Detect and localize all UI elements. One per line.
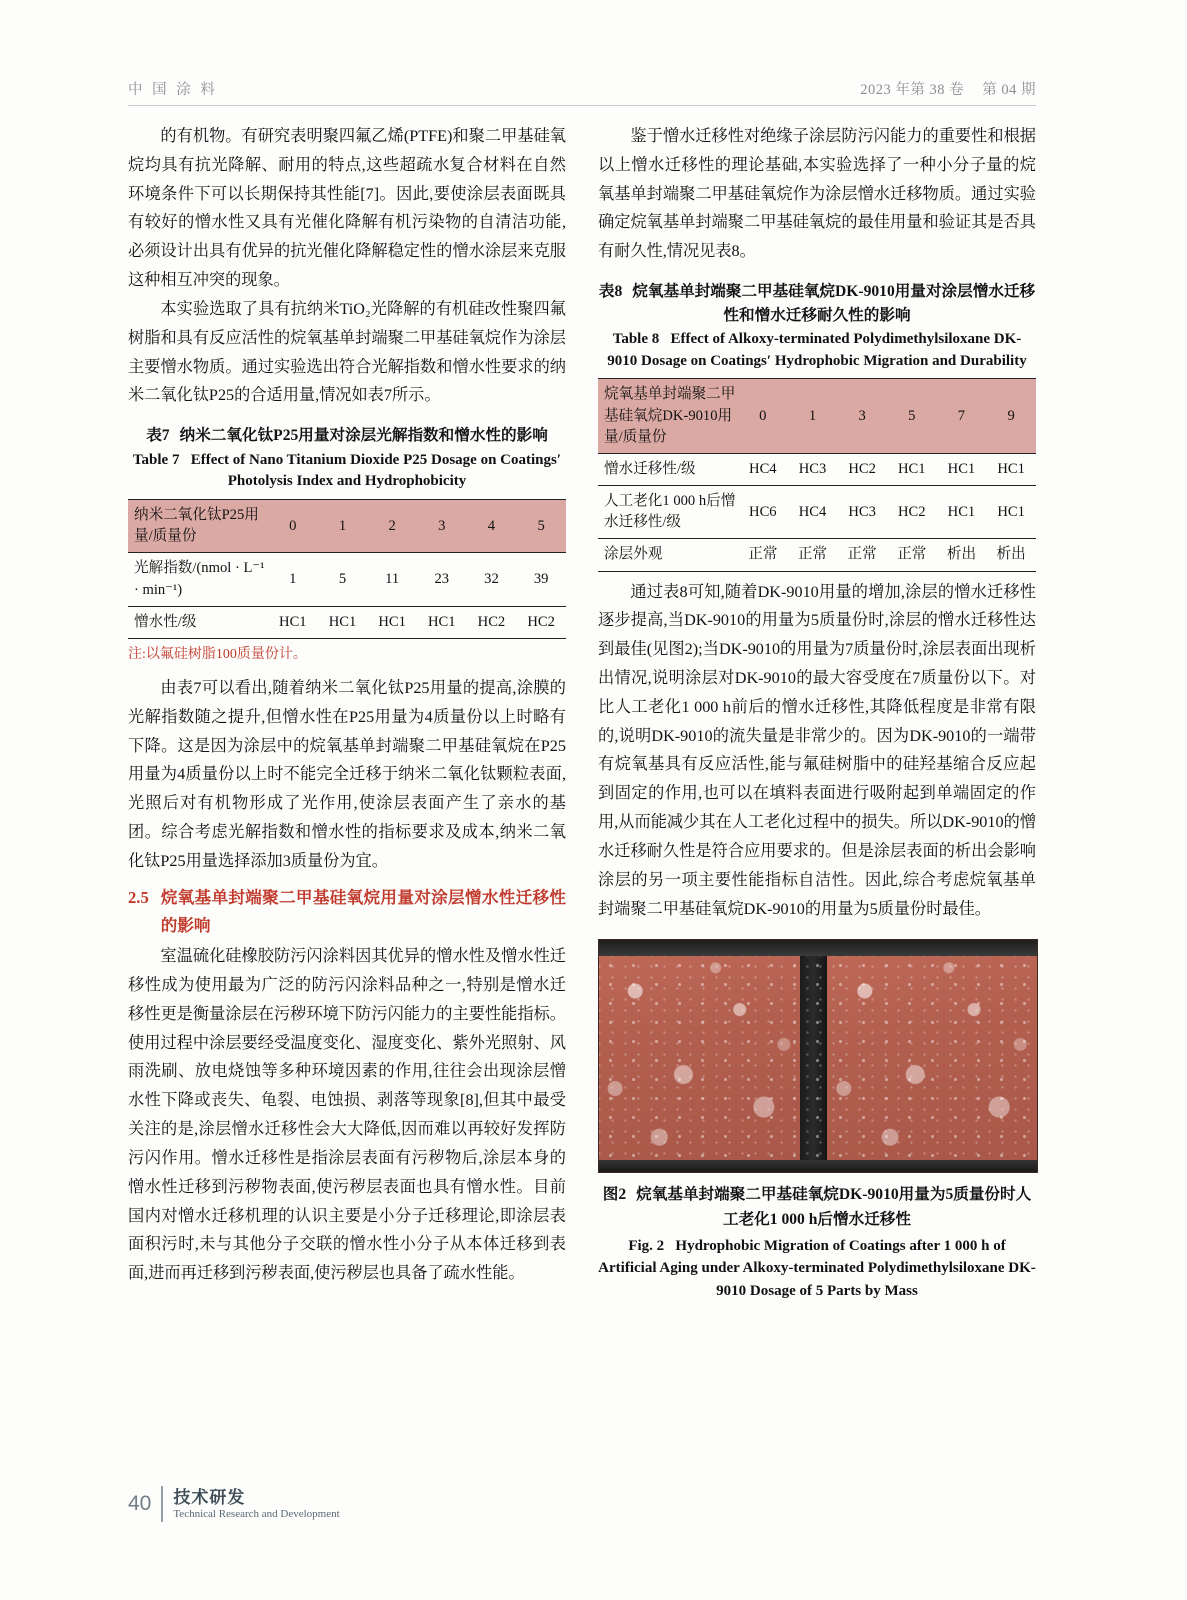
table8-row2-v2: 正常 (837, 539, 887, 571)
table8-row2-v4: 析出 (937, 539, 987, 571)
table8-row1-v1: HC4 (788, 486, 838, 539)
page-number: 40 (128, 1492, 152, 1515)
figure2-edge-bottom (599, 1160, 1037, 1172)
table8-row2-v5: 析出 (986, 539, 1036, 571)
figure2-caption-en (598, 1235, 1036, 1303)
table7-row1-v1: HC1 (318, 606, 368, 638)
table8-row0-v5: HC1 (986, 453, 1036, 485)
section-title: 烷氧基单封端聚二甲基硅氧烷用量对涂层憎水性迁移性的影响 (160, 887, 566, 935)
table8-row2-v0: 正常 (738, 539, 788, 571)
table7-title-cn (128, 424, 566, 447)
table8-row1-v5: HC1 (986, 486, 1036, 539)
table8-title-cn (598, 280, 1036, 327)
figure2-speckle-overlay (599, 956, 1037, 1160)
table7-row0-v3: 23 (417, 553, 467, 606)
section-number: 2.5 (128, 887, 149, 907)
left-paragraph-2: 本实验选取了具有抗纳米TiO₂光降解的有机硅改性聚四氟树脂和具有反应活性的烷氧基单封端聚二甲基硅氧烷作为涂层主要憎水物质。通过实验选出符合光解指数和憎水性要求的纳米二氧化钛P25的合适用量,情况如表7所示。 (128, 299, 566, 405)
table7-header-v5: 5 (516, 500, 566, 553)
table-row (598, 453, 1036, 485)
figure2-edge-top (599, 940, 1037, 956)
table7-row1-v5: HC2 (516, 606, 566, 638)
figure2-image (598, 939, 1038, 1173)
issue-info (846, 78, 1036, 99)
table7-note: 注:以氟硅树脂100质量份计。 (128, 646, 307, 662)
table8-row1-v3: HC2 (887, 486, 937, 539)
table7-header-label: 纳米二氧化钛P25用量/质量份 (128, 500, 268, 553)
table8-title-en (598, 329, 1036, 373)
figure2-block (598, 939, 1036, 1302)
table8-row0-v1: HC3 (788, 453, 838, 485)
table7-header-v3: 3 (417, 500, 467, 553)
table8-row0-v4: HC1 (937, 453, 987, 485)
table-row (128, 500, 566, 553)
table8-label-en: Table 8 (612, 330, 660, 347)
footer-section-en: Technical Research and Development (173, 1507, 340, 1520)
table7-title-cn-text: 纳米二氧化钛P25用量对涂层光解指数和憎水性的影响 (179, 427, 548, 445)
table7 (128, 499, 566, 639)
journal-name: 中 国 涂 料 (128, 82, 218, 98)
table7-row1-v0: HC1 (268, 606, 318, 638)
page-header (128, 78, 1036, 106)
table7-row1-label: 憎水性/级 (128, 606, 268, 638)
footer-section-cn: 技术研发 (173, 1487, 246, 1507)
table8 (598, 378, 1036, 571)
table8-row1-label: 人工老化1 000 h后憎水迁移性/级 (598, 486, 738, 539)
table8-row0-v0: HC4 (738, 453, 788, 485)
section-heading-2-5 (128, 884, 566, 940)
table8-title-cn-text: 烷氧基单封端聚二甲基硅氧烷DK-9010用量对涂层憎水迁移性和憎水迁移耐久性的影响 (632, 283, 1036, 324)
left-paragraph-4: 室温硫化硅橡胶防污闪涂料因其优异的憎水性及憎水性迁移性成为使用最为广泛的防污闪涂料品种之一,特别是憎水迁移性更是衡量涂层在污秽环境下防污闪能力的主要性能指标。使用过程中涂层要经受温度变化、湿度变化、紫外光照射、风雨洗刷、放电烧蚀等多种环境因素的作用,往往会出现涂层憎水性下降或丧失、龟裂、电蚀损、剥落等现象[8],但其中最受关注的是,涂层憎水迁移性会大大降低,因而难以再较好发挥防污闪作用。憎水迁移性是指涂层表面有污秽物后,涂层本身的憎水性迁移到污秽物表面,使污秽层表面也具有憎水性。目前国内对憎水迁移机理的认识主要是小分子迁移理论,即涂层表面积污时,未与其他分子交联的憎水性小分子从本体迁移到表面,进而再迁移到污秽表面,使污秽层也具备了疏水性能。 (128, 947, 566, 1283)
table-row (128, 606, 566, 638)
left-column (128, 122, 566, 1288)
table8-header-v5: 9 (986, 379, 1036, 453)
table7-header-v1: 1 (318, 500, 368, 553)
table7-label-en: Table 7 (132, 451, 180, 468)
table7-block (128, 424, 566, 668)
table8-header-v2: 3 (837, 379, 887, 453)
figure2-caption-cn-text: 烷氧基单封端聚二甲基硅氧烷DK-9010用量为5质量份时人工老化1 000 h后憎水迁移性 (636, 1186, 1032, 1228)
issue-text: 第 04 期 (982, 82, 1036, 98)
table8-header-v4: 7 (937, 379, 987, 453)
volume-text: 2023 年第 38 卷 (860, 82, 965, 98)
table8-block (598, 280, 1036, 571)
table8-row1-v4: HC1 (937, 486, 987, 539)
footer-divider (161, 1486, 163, 1522)
table7-number: 表7 (146, 427, 170, 445)
table8-row2-v1: 正常 (788, 539, 838, 571)
page-footer (128, 1486, 340, 1522)
table7-row0-v4: 32 (467, 553, 517, 606)
table-row (128, 553, 566, 606)
table-row (598, 379, 1036, 453)
right-paragraph-2: 通过表8可知,随着DK-9010用量的增加,涂层的憎水迁移性逐步提高,当DK-9010的用量为5质量份时,涂层的憎水迁移性达到最佳(见图2);当DK-9010的用量为7质量份时,涂层表面出现析出情况,说明涂层对DK-9010的最大容受度在7质量份以下。对比人工老化1 000 h前后的憎水迁移性,其降低程度是非常有限的,说明DK-9010的流失量是非常少的。因为DK-9010的一端带有烷氧基具有反应活性,能与氟硅树脂中的硅羟基缩合反应起到固定的作用,也可以在填料表面进行吸附起到单端固定的作用,从而能减少其在人工老化过程中的损失。所以DK-9010的憎水迁移耐久性是符合应用要求的。但是涂层表面的析出会影响涂层的另一项主要性能指标自洁性。因此,综合考虑烷氧基单封端聚二甲基硅氧烷DK-9010的用量为5质量份时最佳。 (598, 582, 1036, 918)
figure2-caption-en-text: Hydrophobic Migration of Coatings after 1 000 h of Artificial Aging under Alkoxy-terminated Polydimethylsiloxane DK-9010 Dosage of 5 Parts by Mass (598, 1237, 1036, 1299)
table8-header-v1: 1 (788, 379, 838, 453)
right-column (598, 122, 1036, 1302)
footer-section (173, 1487, 339, 1522)
table7-row1-v2: HC1 (367, 606, 417, 638)
table7-row0-v0: 1 (268, 553, 318, 606)
table8-number: 表8 (598, 283, 623, 301)
table8-row0-v2: HC2 (837, 453, 887, 485)
table8-row2-label: 涂层外观 (598, 539, 738, 571)
table7-header-v4: 4 (467, 500, 517, 553)
left-paragraph-1: 的有机物。有研究表明聚四氟乙烯(PTFE)和聚二甲基硅氧烷均具有抗光降解、耐用的特点,这些超疏水复合材料在自然环境条件下可以长期保持其性能[7]。因此,要使涂层表面既具有较好的憎水性又具有光催化降解有机污染物的自清洁功能,必须设计出具有优异的抗光催化降解稳定性的憎水涂层来克服这种相互冲突的现象。 (128, 127, 566, 290)
table7-row1-v3: HC1 (417, 606, 467, 638)
left-paragraph-3: 由表7可以看出,随着纳米二氧化钛P25用量的提高,涂膜的光解指数随之提升,但憎水性在P25用量为4质量份以上时略有下降。这是因为涂层中的烷氧基单封端聚二甲基硅氧烷在P25用量为4质量份以上时不能完全迁移于纳米二氧化钛颗粒表面,光照后对有机物形成了光作用,使涂层表面产生了亲水的基团。综合考虑光解指数和憎水性的指标要求及成本,纳米二氧化钛P25用量选择添加3质量份为宜。 (128, 678, 566, 870)
figure2-caption-cn (598, 1183, 1036, 1231)
right-paragraph-1: 鉴于憎水迁移性对绝缘子涂层防污闪能力的重要性和根据以上憎水迁移性的理论基础,本实验选择了一种小分子量的烷氧基单封端聚二甲基硅氧烷作为涂层憎水迁移物质。通过实验确定烷氧基单封端聚二甲基硅氧烷的最佳用量和验证其是否具有耐久性,情况见表8。 (598, 127, 1036, 261)
table7-row1-v4: HC2 (467, 606, 517, 638)
table-row (598, 486, 1036, 539)
table8-header-v0: 0 (738, 379, 788, 453)
figure2-number: 图2 (602, 1186, 627, 1204)
table-row (598, 539, 1036, 571)
table8-row0-label: 憎水迁移性/级 (598, 453, 738, 485)
table7-row0-v2: 11 (367, 553, 417, 606)
table7-header-v2: 2 (367, 500, 417, 553)
table8-title-en-text: Effect of Alkoxy-terminated Polydimethylsiloxane DK-9010 Dosage on Coatings′ Hydrophobic Migration and Durability (607, 330, 1027, 369)
table7-row0-v1: 5 (318, 553, 368, 606)
table8-row2-v3: 正常 (887, 539, 937, 571)
table7-title-en-text: Effect of Nano Titanium Dioxide P25 Dosage on Coatings′ Photolysis Index and Hydrophobicity (190, 451, 562, 490)
table8-row1-v0: HC6 (738, 486, 788, 539)
table8-header-label: 烷氧基单封端聚二甲基硅氧烷DK-9010用量/质量份 (598, 379, 738, 453)
table7-header-v0: 0 (268, 500, 318, 553)
table7-row0-label: 光解指数/(nmol · L⁻¹ · min⁻¹) (128, 553, 268, 606)
figure2-label-en: Fig. 2 (628, 1237, 665, 1254)
table7-row0-v5: 39 (516, 553, 566, 606)
table8-header-v3: 5 (887, 379, 937, 453)
table8-row1-v2: HC3 (837, 486, 887, 539)
table8-row0-v3: HC1 (887, 453, 937, 485)
table7-title-en (128, 450, 566, 494)
